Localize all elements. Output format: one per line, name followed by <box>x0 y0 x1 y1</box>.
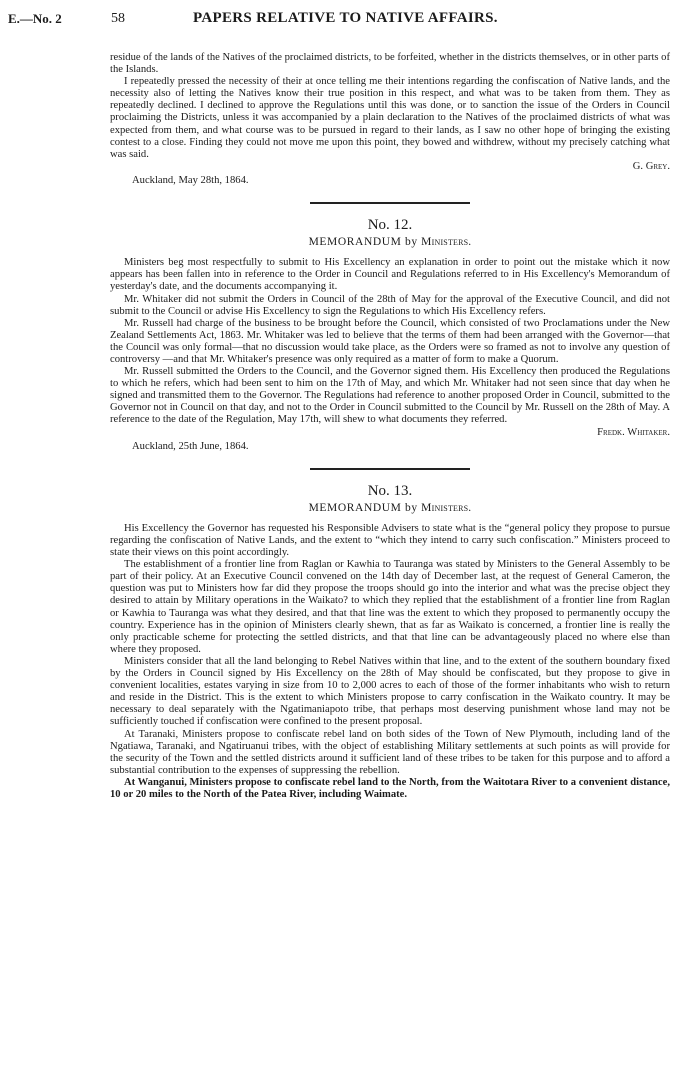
place-date: Auckland, 25th June, 1864. <box>132 440 249 452</box>
section-no-12 <box>110 219 670 453</box>
paragraph: Ministers beg most respectfully to submit to His Excellency an explanation in order to point out the mistake which it now appears has been fallen into in reference to the Order in Council and Regulations referred to in His Excellency's Memorandum of yesterday's date, and the documents accompanying it. <box>110 257 670 293</box>
paragraph: Ministers consider that all the land belonging to Rebel Natives within that line, and to the extent of the southern boundary fixed by the Orders in Council signed by His Excellency on the 28th of May should be confiscated, but they propose to give in convenient localities, estates varying in size from 10 to 2,000 acres to each of those of the former inhabitants who wish to return and reside in the District. This is the extent to which Ministers propose to carry confiscation in the Waikato country. It may be necessary to deal separately with the Ngatimaniapoto tribe, that perhaps most deserving punishment whose land may not be sufficiently touched if confiscation were confined to the present proposal. <box>110 655 670 728</box>
memorandum-label: MEMORANDUM by <box>308 236 418 249</box>
section-divider <box>310 202 470 204</box>
page-number: 58 <box>111 11 125 26</box>
memorandum-label: MEMORANDUM by <box>308 501 418 514</box>
paragraph: Mr. Russell had charge of the business to be brought before the Council, which consisted of two Proclamations under the New Zealand Settlements Act, 1863. Mr. Whitaker was led to believe that the terms of them had been arranged with the Governor—that the Council was only formal—that no discussion would take place, as the Orders were so framed as not to involve any question of controversy —and that Mr. Whitaker's presence was only required as a matter of form to make a Quorum. <box>110 317 670 365</box>
memorandum-author: Ministers. <box>421 501 472 514</box>
section-divider <box>310 468 470 470</box>
running-title: PAPERS RELATIVE TO NATIVE AFFAIRS. <box>193 10 498 26</box>
paragraph: residue of the lands of the Natives of the proclaimed districts, to be forfeited, whether in the districts themselves, or in other parts of the Islands. <box>110 52 670 76</box>
paragraph: Mr. Russell submitted the Orders to the Council, and the Governor signed them. His Excellency then produced the Regulations to which he refers, which had been sent to him on the 17th of May, and which Mr. Whitaker had not seen since that day when he signed and transmitted them to the Governor. The Regulations had reference to another proposed Order in Council, submitted to the Governor not in Council on that day, and not to the Order in Council submitted to the Council by Mr. Russell on the 28th of May. A reference to the date of the Regulation, May 17th, will shew to what documents they referred. <box>110 366 670 426</box>
memorandum-heading <box>110 502 670 514</box>
section-number: No. 13. <box>367 482 413 499</box>
paragraph: Mr. Whitaker did not submit the Orders in Council of the 28th of May for the approval of the Executive Council, and did not submit to the Council or advise His Excellency to sign the Regulations to which His Excellency refers. <box>110 293 670 317</box>
paragraph: At Wanganui, Ministers propose to confiscate rebel land to the North, from the Waitotara River to a convenient distance, 10 or 20 miles to the North of the Patea River, including Waimate. <box>110 776 670 800</box>
section-number: No. 12. <box>367 217 413 234</box>
page-header <box>0 10 700 34</box>
paragraph: I repeatedly pressed the necessity of their at once telling me their intentions regarding the confiscation of Native lands, and the necessity also of letting the Natives know their true position in this respect, and what was to be taken from them. They as repeatedly declined. I declined to approve the Regulations until this was done, or to sanction the issue of the Orders in Council proclaiming the Districts, unless it was accompanied by a plain declaration to the Natives of the proclaimed districts of what was expected from them, and what course was to be pursued in regard to their lands, as I saw no other hope of bringing the existing contest to a close. Finding they could not move me upon this point, they bowed and withdrew, without my precisely catching what was said. <box>110 76 670 160</box>
page-body <box>110 52 670 801</box>
signature: G. Grey. <box>632 160 670 172</box>
document-reference: E.—No. 2 <box>8 11 62 26</box>
section-continuation <box>110 52 670 187</box>
paragraph: At Taranaki, Ministers propose to confiscate rebel land on both sides of the Town of New Plymouth, including land of the Ngatiawa, Taranaki, and Ngatiruanui tribes, with the object of establishing Military settlements at such points as will provide for the security of the Town and the settled districts around it sufficient land of these tribes to be taken for this purpose and to afford a substantial contribution to the expenses of suppressing the rebellion. <box>110 728 670 776</box>
signature: Fredk. Whitaker. <box>597 426 670 438</box>
memorandum-heading <box>110 236 670 248</box>
paragraph: The establishment of a frontier line from Raglan or Kawhia to Tauranga was stated by Ministers to the General Assembly to be part of their policy. At an Executive Council convened on the 14th day of December last, at the request of General Cameron, the question was put to Ministers how far did they propose the troops should go into the interior and what was the precise object they desired to attain by Military operations in the Waikato? to which they replied that the establishment of a frontier line from Raglan or Kawhia to Tauranga was what they desired, and that that line was the extent to which they proposed to permanently occupy the country. Experience has in the opinion of Ministers clearly shewn, that as far as Waikato is concerned, a frontier line is really the only practicable scheme for protecting the settled districts, and that that line can be advantageously placed no where else than where they proposed. <box>110 559 670 655</box>
memorandum-author: Ministers. <box>421 236 472 249</box>
place-date: Auckland, May 28th, 1864. <box>132 174 249 186</box>
paragraph: His Excellency the Governor has requested his Responsible Advisers to state what is the “general policy they propose to pursue regarding the confiscation of Native Lands, and the extent to “which they intend to carry such confiscation.” Ministers proceed to state their views on this point accordingly. <box>110 522 670 559</box>
section-no-13 <box>110 482 670 801</box>
